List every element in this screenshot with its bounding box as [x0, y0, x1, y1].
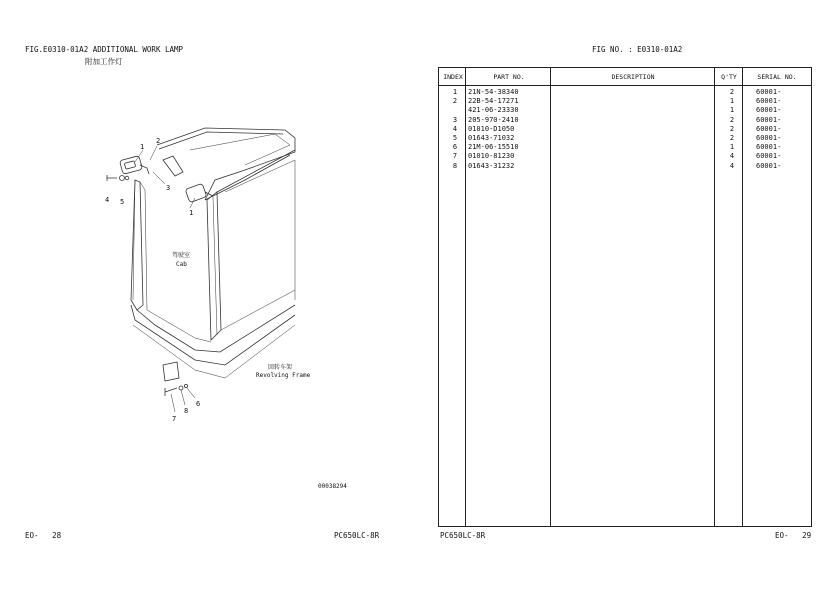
table-row: [439, 134, 811, 143]
cell-qty: 2: [729, 88, 735, 96]
fig-number: FIG NO. : E0310-01A2: [592, 45, 683, 54]
cell-index: 8: [452, 161, 458, 170]
cell-serial: 60001-: [756, 124, 782, 133]
model-right: PC650LC-8R: [440, 531, 486, 540]
cell-index: 7: [452, 152, 458, 161]
cell-serial: 60001-: [756, 143, 782, 152]
header-part-no: PART NO.: [493, 73, 525, 81]
cell-index: 3: [452, 115, 458, 124]
cell-part-no: 01010-81230: [468, 152, 515, 161]
cell-part-no: 421-06-23330: [468, 106, 519, 115]
cell-serial: 60001-: [756, 152, 782, 161]
callout-1b: 1: [189, 209, 194, 217]
label-frame-cn: 回转车架: [268, 364, 293, 371]
table-row: [439, 97, 811, 106]
callout-7: 7: [172, 415, 177, 423]
cell-index: 1: [452, 88, 458, 96]
cell-part-no: 21N-54-38340: [468, 88, 519, 96]
cell-serial: 60001-: [756, 115, 782, 124]
cell-index: 5: [452, 133, 458, 142]
table-row: [439, 143, 811, 152]
cell-qty: 2: [729, 133, 735, 142]
cell-qty: 4: [729, 152, 735, 161]
cell-part-no: 22B-54-17271: [468, 97, 519, 106]
cell-part-no: 01643-71032: [468, 133, 515, 142]
cell-part-no: 01643-31232: [468, 161, 515, 170]
label-frame-en: Revolving Frame: [256, 372, 311, 379]
exploded-view-drawing: [95, 120, 325, 430]
header-description: DESCRIPTION: [611, 73, 655, 81]
parts-table: [438, 67, 812, 527]
table-row: [439, 162, 811, 171]
cell-index: 6: [452, 143, 458, 152]
table-row: [439, 116, 811, 125]
drawing-number: 00038294: [318, 483, 347, 490]
cell-serial: 60001-: [756, 133, 782, 142]
page-number-left: EO- 28: [25, 531, 62, 540]
parts-rows: [439, 88, 811, 171]
cell-qty: 2: [729, 115, 735, 124]
page-number-right: EO- 29: [775, 531, 812, 540]
cell-qty: 1: [729, 97, 735, 106]
model-left: PC650LC-8R: [334, 531, 380, 540]
callout-4: 4: [105, 196, 110, 204]
cell-serial: 60001-: [756, 88, 782, 96]
cell-part-no: 01010-D1050: [468, 124, 515, 133]
header-serial-no: SERIAL NO.: [757, 73, 797, 81]
table-row: [439, 106, 811, 115]
header-index: INDEX: [443, 73, 463, 81]
figure-title-cn: 附加工作灯: [85, 57, 123, 66]
label-cab-en: Cab: [176, 261, 187, 268]
cell-qty: 1: [729, 106, 735, 115]
callout-1a: 1: [140, 143, 145, 151]
callout-5: 5: [120, 198, 125, 206]
label-cab-cn: 驾驶室: [172, 252, 191, 259]
cell-serial: 60001-: [756, 161, 782, 170]
callout-2: 2: [156, 137, 161, 145]
callout-3: 3: [166, 184, 171, 192]
callout-8: 8: [184, 407, 189, 415]
cell-serial: 60001-: [756, 106, 782, 115]
cell-part-no: 205-970-2410: [468, 115, 519, 124]
table-row: [439, 125, 811, 134]
cell-qty: 1: [729, 143, 735, 152]
table-row: [439, 152, 811, 161]
cell-index: 2: [452, 97, 458, 106]
cell-qty: 2: [729, 124, 735, 133]
table-header: [439, 68, 811, 86]
cell-qty: 4: [729, 161, 735, 170]
header-qty: Q'TY: [721, 73, 737, 81]
table-row: [439, 88, 811, 97]
cell-part-no: 21M-06-15510: [468, 143, 519, 152]
figure-title: FIG.E0310-01A2 ADDITIONAL WORK LAMP: [25, 45, 184, 54]
cell-index: 4: [452, 124, 458, 133]
callout-6: 6: [196, 400, 201, 408]
cell-serial: 60001-: [756, 97, 782, 106]
